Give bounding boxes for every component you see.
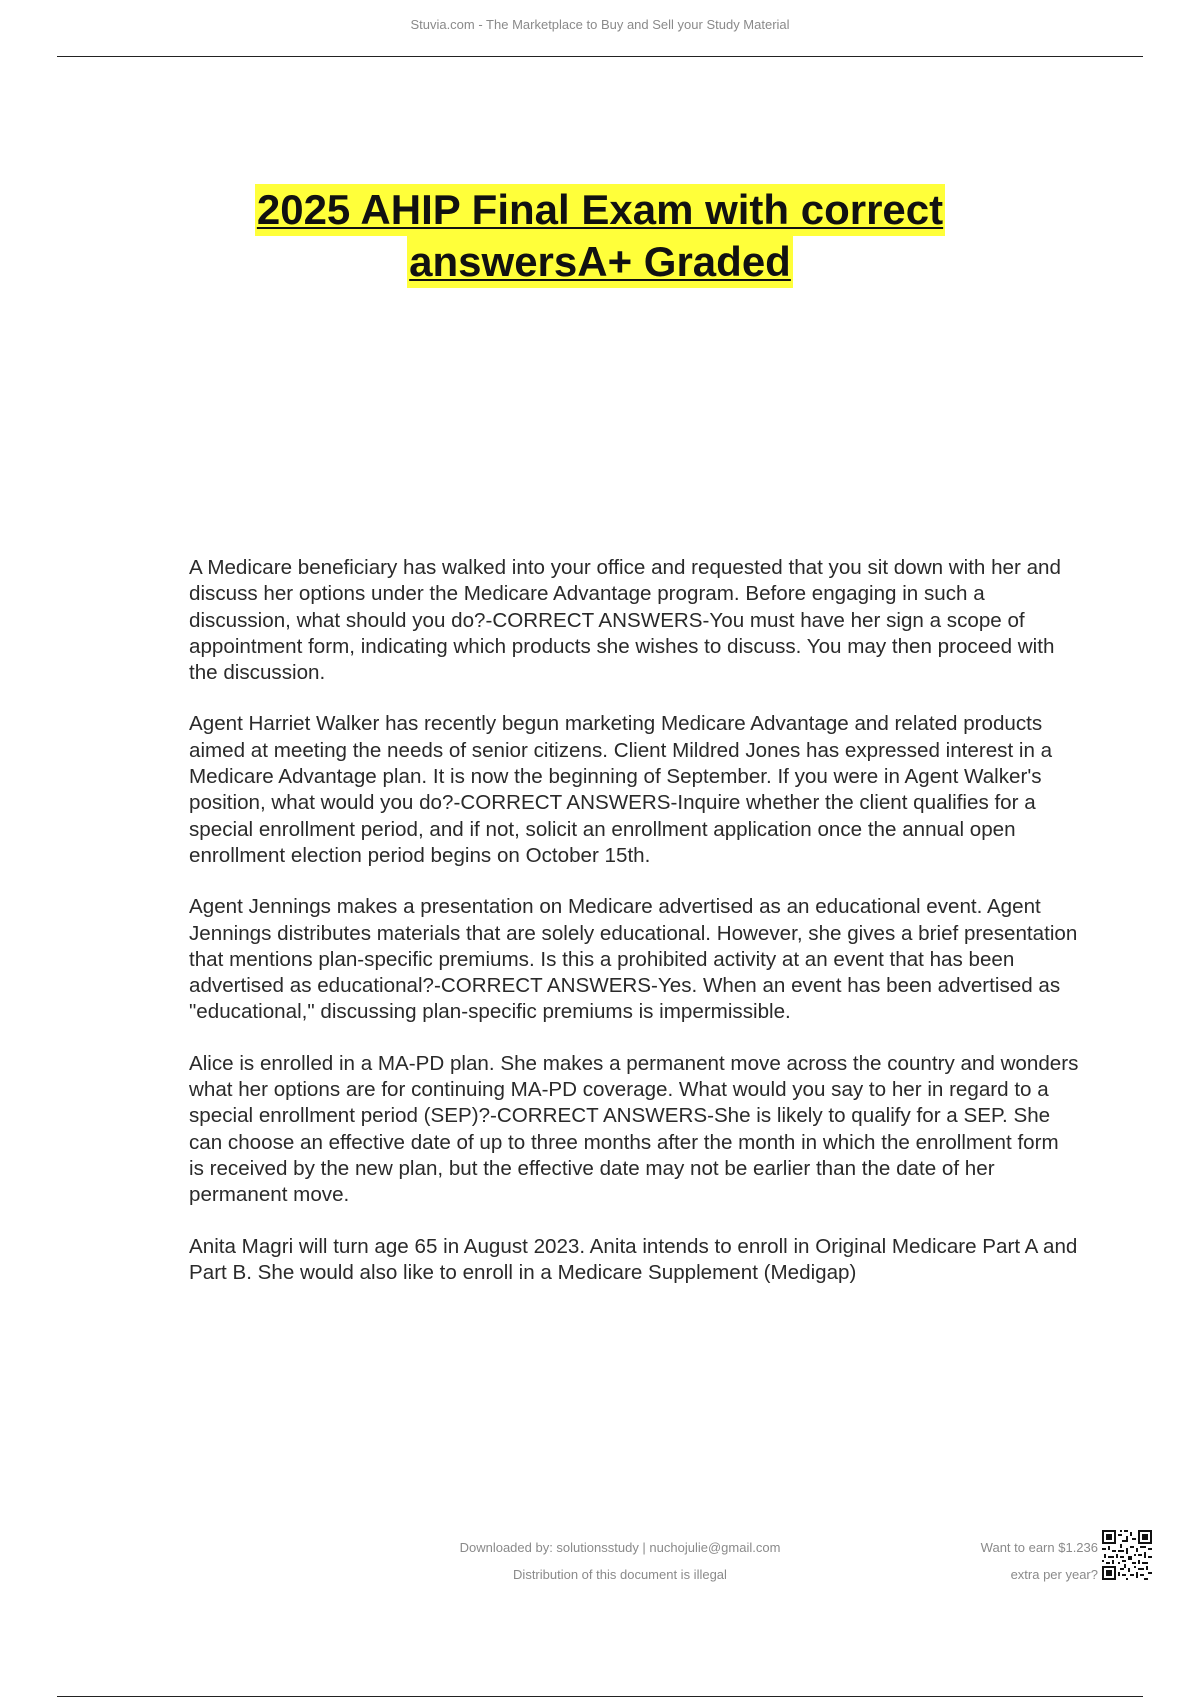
answer-separator: -CORRECT ANSWERS- (453, 791, 678, 815)
question-text: Alice is enrolled in a MA-PD plan. She makes a permanent move across the country and wonders what her options are for continuing MA-PD coverage. What would you say to her in regard to a special enrollment period (SEP)? (189, 1051, 1079, 1128)
title-line-2: answersA+ Graded (407, 236, 793, 288)
qa-item (189, 894, 1079, 1025)
site-banner: Stuvia.com - The Marketplace to Buy and Sell your Study Material (410, 17, 790, 32)
qa-list (189, 555, 1079, 1311)
footer-divider (57, 1696, 1143, 1697)
qr-code-icon[interactable] (1102, 1530, 1152, 1580)
question-text: Agent Harriet Walker has recently begun marketing Medicare Advantage and related products aimed at meeting the needs of senior citizens. Client Mildred Jones has expressed interest in a Medicare Advantage plan. It is now the beginning of September. If you were in Agent Walker's position, what would you do? (189, 712, 1053, 815)
question-text: Anita Magri will turn age 65 in August 2023. Anita intends to enroll in Original Medicare Part A and Part B. She would also like to enroll in a Medicare Supplement (Medigap) (189, 1234, 1078, 1284)
qa-item (189, 1234, 1079, 1287)
answer-text: She is likely to qualify for a SEP. She can choose an effective date of up to three months after the month in which the enrollment form is received by the new plan, but the effective date may not be earlier than the date of her permanent move. (189, 1104, 1059, 1207)
qa-item (189, 711, 1079, 869)
earn-promo-line-2: extra per year? (1010, 1567, 1098, 1582)
answer-separator: -CORRECT ANSWERS- (485, 608, 710, 632)
question-text: A Medicare beneficiary has walked into your office and requested that you sit down with her and discuss her options under the Medicare Advantage program. Before engaging in such a discussion, what should you do? (189, 556, 1061, 632)
distribution-notice: Distribution of this document is illegal (513, 1567, 727, 1582)
answer-text: Yes. When an event has been advertised as "educational," discussing plan-specific premiums is impermissible. (189, 974, 1061, 1024)
question-text: Agent Jennings makes a presentation on Medicare advertised as an educational event. Agent Jennings distributes materials that are solely educational. However, she gives a brief presentation that mentions plan-specific premiums. Is this a prohibited activity at an event that has been advertised as educational? (189, 895, 1078, 998)
earn-promo-line-1: Want to earn $1.236 (980, 1540, 1098, 1555)
qa-item (189, 1051, 1079, 1209)
title-line-1: 2025 AHIP Final Exam with correct (255, 184, 945, 236)
document-title (0, 184, 1200, 288)
earn-promo[interactable] (940, 1534, 1098, 1588)
answer-separator: -CORRECT ANSWERS- (490, 1104, 714, 1128)
answer-text: Inquire whether the client qualifies for a special enrollment period, and if not, solicit an enrollment application once the annual open enrollment election period begins on October 15th. (189, 791, 1036, 867)
answer-separator: -CORRECT ANSWERS- (434, 974, 658, 998)
footer-notice (380, 1534, 860, 1588)
downloaded-by-text: Downloaded by: solutionsstudy | nuchojulie@gmail.com (459, 1540, 781, 1555)
answer-text: You must have her sign a scope of appointment form, indicating which products she wishes to discuss. You may then proceed with the discussion. (189, 608, 1055, 685)
qa-item (189, 555, 1079, 686)
header-divider (57, 56, 1143, 57)
